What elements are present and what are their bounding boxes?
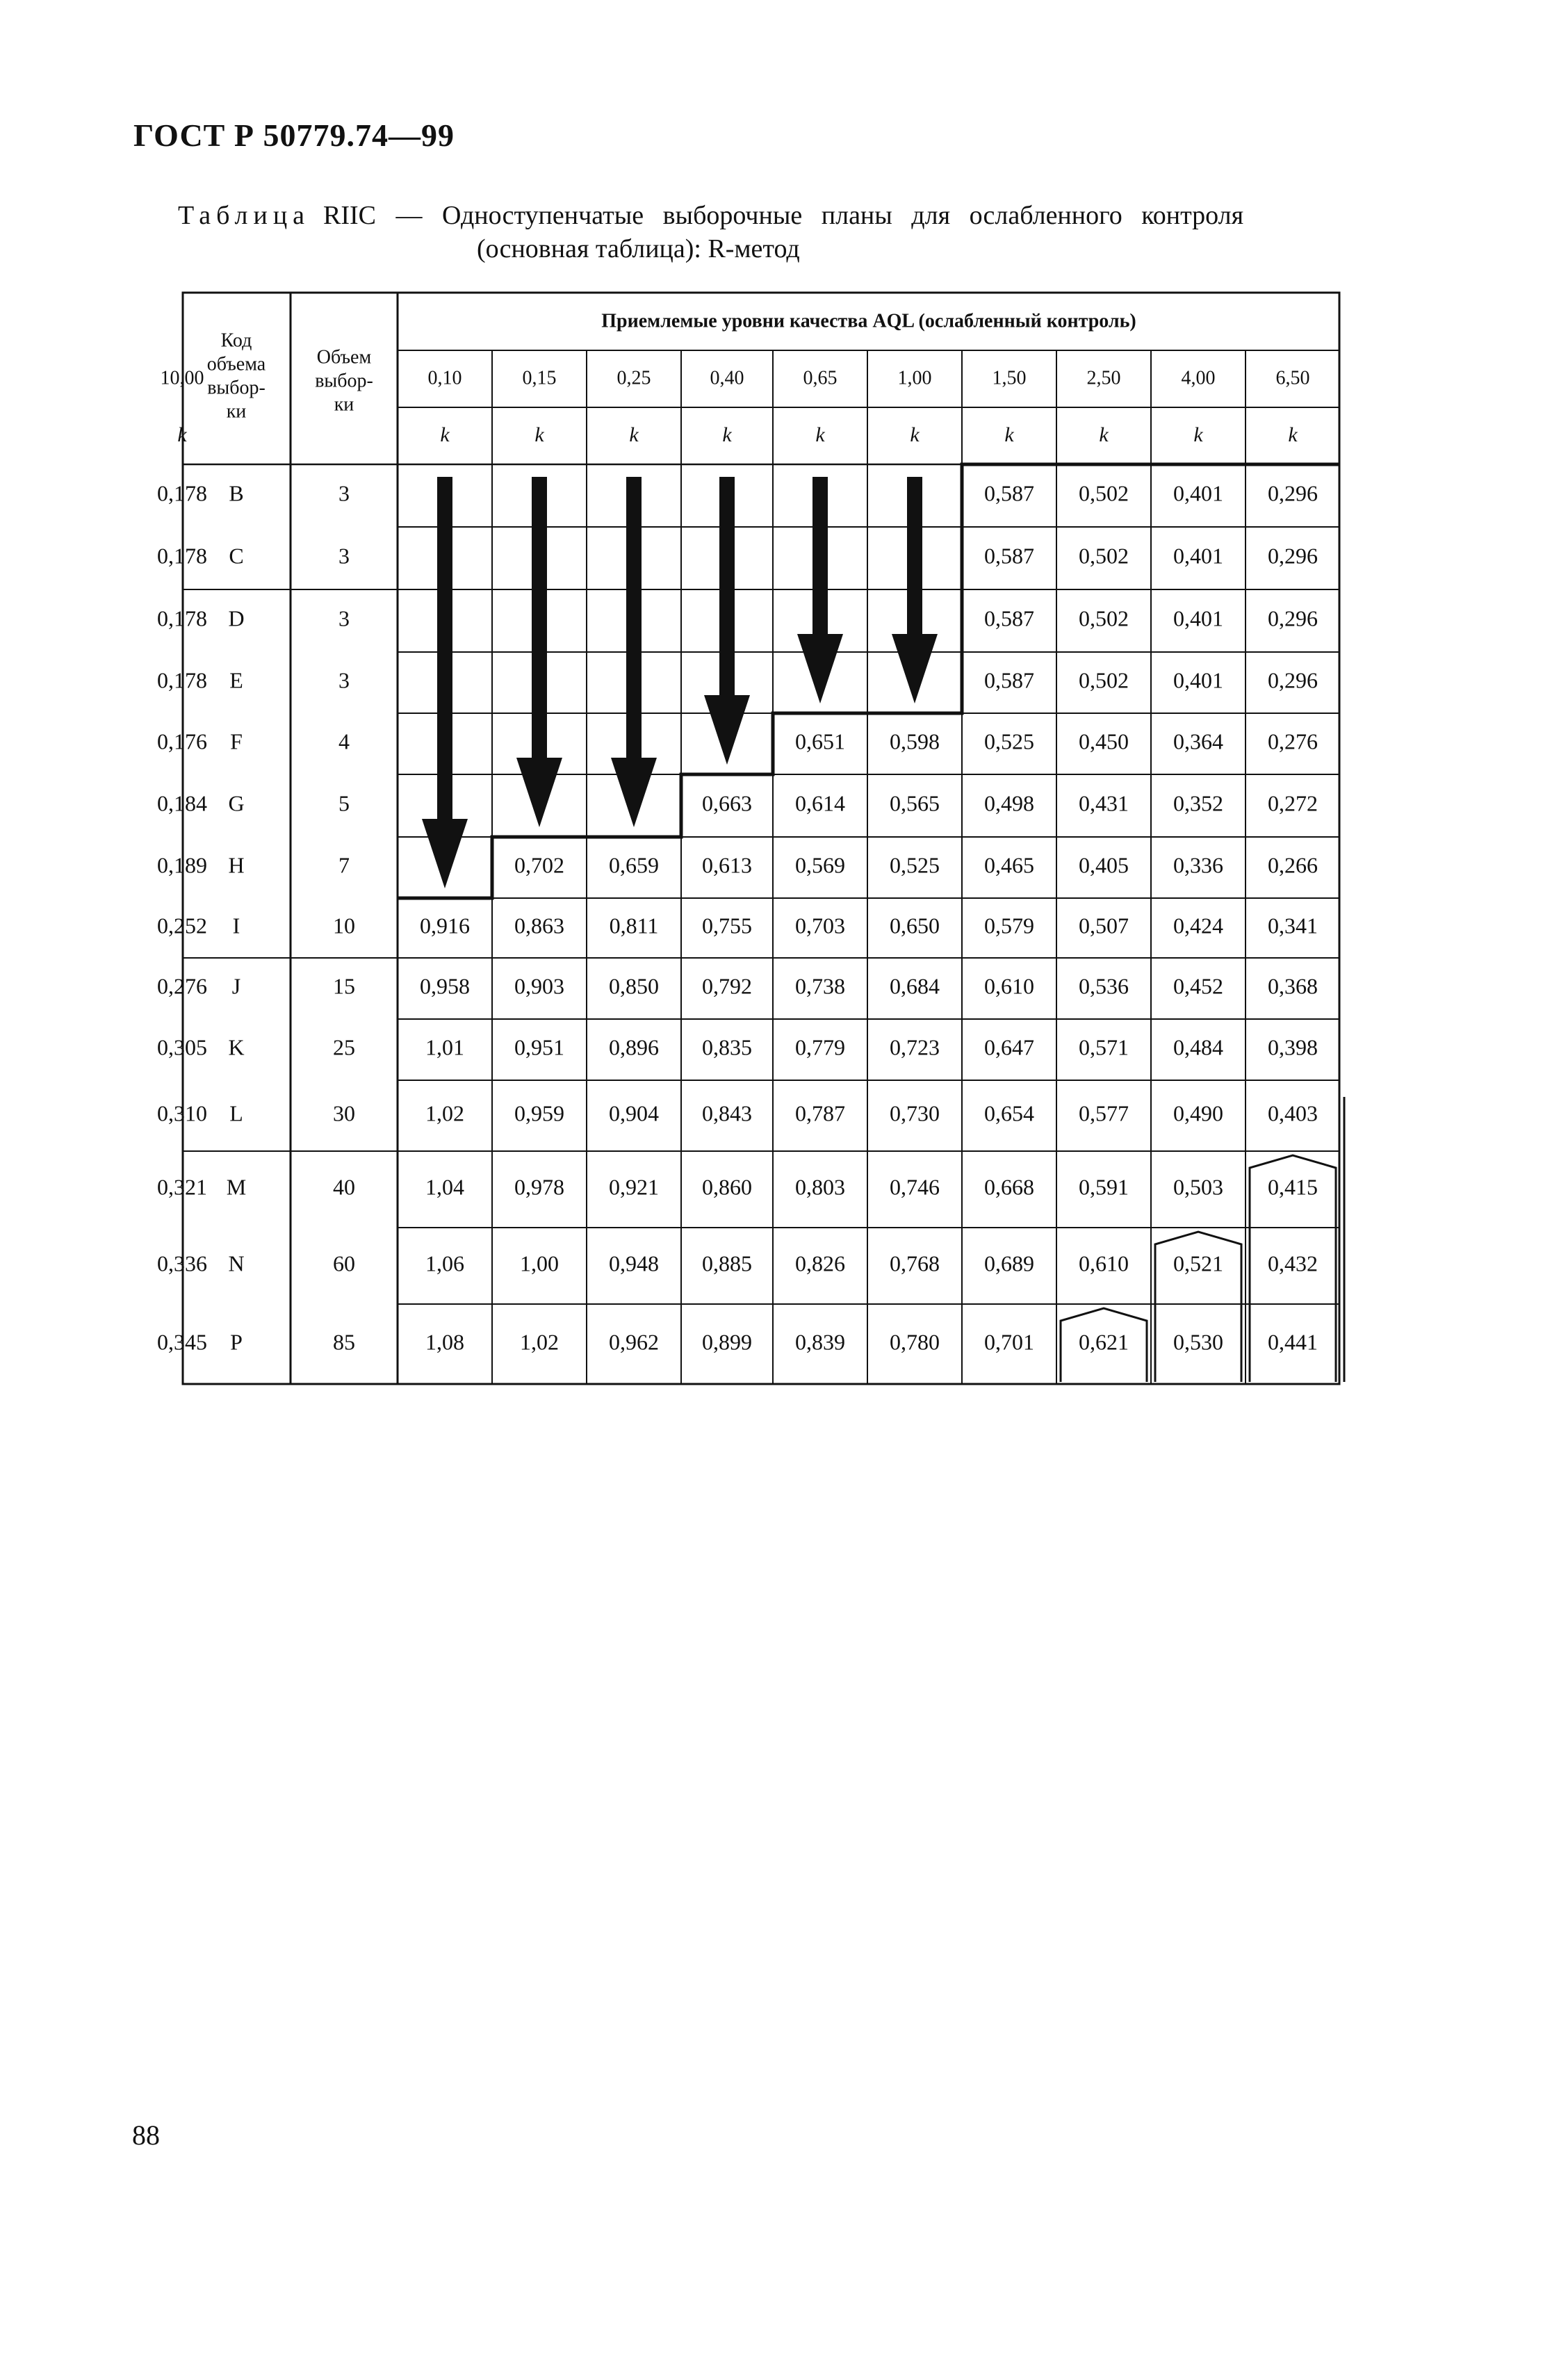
k-value-cell: 0,465 <box>984 852 1034 878</box>
k-symbol-header: k <box>1099 423 1109 446</box>
aql-level-1-00: 1,00 <box>897 367 932 389</box>
k-value-cell: 0,296 <box>1268 543 1318 569</box>
k-value-cell: 0,614 <box>795 790 845 816</box>
k-value-cell: 0,310 <box>157 1100 207 1126</box>
k-value-cell: 0,405 <box>1079 852 1129 878</box>
k-value-cell: 0,431 <box>1079 790 1129 816</box>
k-value-cell: 0,401 <box>1173 667 1223 693</box>
sample-size: 30 <box>333 1100 355 1126</box>
k-value-cell: 0,916 <box>420 913 470 938</box>
k-value-cell: 0,502 <box>1079 480 1129 506</box>
sample-size: 85 <box>333 1329 355 1355</box>
k-value-cell: 0,502 <box>1079 605 1129 631</box>
k-value-cell: 0,723 <box>890 1034 940 1060</box>
k-value-cell: 0,569 <box>795 852 845 878</box>
k-value-cell: 0,587 <box>984 667 1034 693</box>
k-value-cell: 0,272 <box>1268 790 1318 816</box>
sample-size: 3 <box>338 543 350 569</box>
sample-size: 4 <box>338 728 350 754</box>
k-value-cell: 0,341 <box>1268 913 1318 938</box>
k-value-cell: 0,178 <box>157 667 207 693</box>
k-value-cell: 0,305 <box>157 1034 207 1060</box>
k-symbol-header: k <box>440 423 450 446</box>
k-value-cell: 0,951 <box>514 1034 564 1060</box>
k-value-cell: 0,787 <box>795 1100 845 1126</box>
sample-size-code: N <box>228 1251 245 1276</box>
k-value-cell: 0,502 <box>1079 667 1129 693</box>
col-size-header: Объем <box>316 346 372 368</box>
k-value-cell: 0,663 <box>702 790 752 816</box>
arrow-down-icon <box>422 819 468 888</box>
arrow-down-icon <box>907 477 922 634</box>
k-symbol-header: k <box>1004 423 1014 446</box>
aql-level-4-00: 4,00 <box>1181 367 1216 389</box>
k-value-cell: 0,650 <box>890 913 940 938</box>
k-value-cell: 0,730 <box>890 1100 940 1126</box>
k-value-cell: 0,184 <box>157 790 207 816</box>
sample-size-code: K <box>228 1034 245 1060</box>
k-symbol-header: k <box>1193 423 1203 446</box>
k-value-cell: 0,525 <box>984 728 1034 754</box>
k-value-cell: 0,525 <box>890 852 940 878</box>
sample-size-code: D <box>228 605 245 631</box>
col-code-header: объема <box>206 353 266 375</box>
col-code-header: выбор- <box>207 377 266 399</box>
k-value-cell: 0,613 <box>702 852 752 878</box>
k-value-cell: 0,176 <box>157 728 207 754</box>
k-value-cell: 0,684 <box>890 973 940 999</box>
col-size-header: ки <box>334 393 354 416</box>
sample-size-code: B <box>229 480 244 506</box>
document-header: ГОСТ Р 50779.74—99 <box>133 117 455 153</box>
sample-size-code: I <box>232 913 240 938</box>
k-value-cell: 0,835 <box>702 1034 752 1060</box>
arrow-down-icon <box>626 477 642 758</box>
k-value-cell: 0,345 <box>157 1329 207 1355</box>
sample-size-code: E <box>229 667 243 693</box>
sample-size: 3 <box>338 480 350 506</box>
sample-size-code: G <box>228 790 245 816</box>
k-value-cell: 0,401 <box>1173 605 1223 631</box>
k-value-cell: 0,621 <box>1079 1329 1129 1355</box>
aql-level-0-15: 0,15 <box>522 367 557 389</box>
table-border <box>183 293 1339 1384</box>
k-symbol-header: k <box>815 423 825 446</box>
k-value-cell: 0,826 <box>795 1251 845 1276</box>
k-value-cell: 0,904 <box>609 1100 659 1126</box>
aql-level-10-00: 10,00 <box>160 367 204 389</box>
k-value-cell: 0,978 <box>514 1174 564 1200</box>
k-value-cell: 0,336 <box>1173 852 1223 878</box>
sample-size-code: M <box>226 1174 247 1200</box>
k-value-cell: 0,647 <box>984 1034 1034 1060</box>
sampling-plans-table-svg <box>157 292 1450 1414</box>
k-value-cell: 1,02 <box>520 1329 559 1355</box>
arrow-down-icon <box>516 758 562 827</box>
k-value-cell: 0,962 <box>609 1329 659 1355</box>
aql-header: Приемлемые уровни качества AQL (ослабленный контроль) <box>601 310 1136 332</box>
aql-level-0-40: 0,40 <box>710 367 744 389</box>
k-value-cell: 0,598 <box>890 728 940 754</box>
k-value-cell: 0,536 <box>1079 973 1129 999</box>
sample-size: 3 <box>338 667 350 693</box>
col-code-header: Код <box>220 329 252 352</box>
k-value-cell: 0,659 <box>609 852 659 878</box>
k-symbol-header: k <box>177 423 187 446</box>
k-value-cell: 0,178 <box>157 543 207 569</box>
k-value-cell: 0,276 <box>1268 728 1318 754</box>
arrow-down-icon <box>812 477 828 634</box>
k-value-cell: 0,896 <box>609 1034 659 1060</box>
k-value-cell: 0,364 <box>1173 728 1223 754</box>
k-value-cell: 0,863 <box>514 913 564 938</box>
k-value-cell: 0,502 <box>1079 543 1129 569</box>
k-value-cell: 1,08 <box>425 1329 464 1355</box>
aql-level-1-50: 1,50 <box>992 367 1027 389</box>
sample-size: 10 <box>333 913 355 938</box>
k-value-cell: 0,755 <box>702 913 752 938</box>
k-value-cell: 1,01 <box>425 1034 464 1060</box>
k-value-cell: 0,899 <box>702 1329 752 1355</box>
k-value-cell: 0,587 <box>984 543 1034 569</box>
sample-size-code: J <box>231 973 241 999</box>
sample-size: 25 <box>333 1034 355 1060</box>
arrow-down-icon <box>532 477 547 758</box>
sample-size-code: C <box>229 543 244 569</box>
k-value-cell: 0,296 <box>1268 667 1318 693</box>
sample-size-code: H <box>228 852 245 878</box>
k-value-cell: 0,610 <box>984 973 1034 999</box>
col-size-header: выбор- <box>315 370 373 392</box>
k-value-cell: 0,321 <box>157 1174 207 1200</box>
k-value-cell: 0,651 <box>795 728 845 754</box>
k-symbol-header: k <box>910 423 920 446</box>
k-value-cell: 1,04 <box>425 1174 464 1200</box>
k-value-cell: 0,779 <box>795 1034 845 1060</box>
k-value-cell: 0,811 <box>609 913 659 938</box>
k-value-cell: 0,738 <box>795 973 845 999</box>
k-value-cell: 0,521 <box>1173 1251 1223 1276</box>
sample-size: 60 <box>333 1251 355 1276</box>
k-value-cell: 0,885 <box>702 1251 752 1276</box>
k-symbol-header: k <box>1288 423 1298 446</box>
k-value-cell: 0,703 <box>795 913 845 938</box>
k-value-cell: 0,921 <box>609 1174 659 1200</box>
k-value-cell: 0,689 <box>984 1251 1034 1276</box>
k-value-cell: 0,368 <box>1268 973 1318 999</box>
k-value-cell: 0,398 <box>1268 1034 1318 1060</box>
k-value-cell: 0,860 <box>702 1174 752 1200</box>
k-value-cell: 0,948 <box>609 1251 659 1276</box>
aql-level-2-50: 2,50 <box>1086 367 1121 389</box>
k-value-cell: 0,336 <box>157 1251 207 1276</box>
k-symbol-header: k <box>629 423 639 446</box>
k-value-cell: 0,958 <box>420 973 470 999</box>
k-value-cell: 0,792 <box>702 973 752 999</box>
sample-size: 5 <box>338 790 350 816</box>
arrow-down-icon <box>797 634 843 703</box>
caption-id: RIIC <box>323 201 377 230</box>
k-value-cell: 1,02 <box>425 1100 464 1126</box>
aql-level-6-50: 6,50 <box>1275 367 1310 389</box>
k-value-cell: 1,06 <box>425 1251 464 1276</box>
k-value-cell: 0,571 <box>1079 1034 1129 1060</box>
page-number: 88 <box>132 2119 160 2151</box>
k-value-cell: 0,498 <box>984 790 1034 816</box>
k-value-cell: 0,668 <box>984 1174 1034 1200</box>
k-value-cell: 0,296 <box>1268 480 1318 506</box>
k-value-cell: 0,530 <box>1173 1329 1223 1355</box>
sample-size: 15 <box>333 973 355 999</box>
sampling-plans-table <box>157 292 1450 1414</box>
caption-text-line2: (основная таблица): R-метод <box>477 234 800 263</box>
k-value-cell: 0,441 <box>1268 1329 1318 1355</box>
k-value-cell: 0,702 <box>514 852 564 878</box>
k-value-cell: 0,579 <box>984 913 1034 938</box>
sample-size-code: F <box>230 728 243 754</box>
arrow-down-icon <box>704 695 750 765</box>
aql-level-0-25: 0,25 <box>616 367 651 389</box>
k-value-cell: 0,452 <box>1173 973 1223 999</box>
caption-text-line1: Одноступенчатые выборочные планы для ослабленного контроля <box>442 201 1244 230</box>
k-value-cell: 0,780 <box>890 1329 940 1355</box>
k-value-cell: 0,591 <box>1079 1174 1129 1200</box>
sample-size-code: P <box>230 1329 243 1355</box>
k-value-cell: 0,850 <box>609 973 659 999</box>
k-value-cell: 0,587 <box>984 480 1034 506</box>
arrow-down-icon <box>611 758 657 827</box>
k-value-cell: 1,00 <box>520 1251 559 1276</box>
k-value-cell: 0,565 <box>890 790 940 816</box>
k-value-cell: 0,276 <box>157 973 207 999</box>
k-value-cell: 0,610 <box>1079 1251 1129 1276</box>
caption-dash: — <box>395 201 423 230</box>
k-value-cell: 0,178 <box>157 605 207 631</box>
k-value-cell: 0,484 <box>1173 1034 1223 1060</box>
sample-size: 7 <box>338 852 350 878</box>
caption-label: Таблица <box>178 201 311 230</box>
aql-level-0-65: 0,65 <box>803 367 838 389</box>
k-value-cell: 0,352 <box>1173 790 1223 816</box>
k-value-cell: 0,503 <box>1173 1174 1223 1200</box>
k-value-cell: 0,450 <box>1079 728 1129 754</box>
k-value-cell: 0,424 <box>1173 913 1223 938</box>
k-value-cell: 0,746 <box>890 1174 940 1200</box>
col-code-header: ки <box>226 400 247 423</box>
k-value-cell: 0,843 <box>702 1100 752 1126</box>
k-value-cell: 0,839 <box>795 1329 845 1355</box>
k-value-cell: 0,189 <box>157 852 207 878</box>
k-value-cell: 0,903 <box>514 973 564 999</box>
aql-level-0-10: 0,10 <box>427 367 462 389</box>
arrow-down-icon <box>892 634 938 703</box>
k-value-cell: 0,768 <box>890 1251 940 1276</box>
k-value-cell: 0,507 <box>1079 913 1129 938</box>
k-value-cell: 0,654 <box>984 1100 1034 1126</box>
k-value-cell: 0,803 <box>795 1174 845 1200</box>
table-caption <box>178 199 1401 266</box>
k-value-cell: 0,587 <box>984 605 1034 631</box>
k-value-cell: 0,401 <box>1173 543 1223 569</box>
sample-size: 3 <box>338 605 350 631</box>
k-value-cell: 0,701 <box>984 1329 1034 1355</box>
k-value-cell: 0,577 <box>1079 1100 1129 1126</box>
k-value-cell: 0,959 <box>514 1100 564 1126</box>
k-value-cell: 0,296 <box>1268 605 1318 631</box>
k-symbol-header: k <box>534 423 544 446</box>
k-value-cell: 0,415 <box>1268 1174 1318 1200</box>
k-value-cell: 0,252 <box>157 913 207 938</box>
sample-size: 40 <box>333 1174 355 1200</box>
k-value-cell: 0,403 <box>1268 1100 1318 1126</box>
k-value-cell: 0,266 <box>1268 852 1318 878</box>
arrow-down-icon <box>719 477 735 695</box>
k-value-cell: 0,490 <box>1173 1100 1223 1126</box>
sample-size-code: L <box>229 1100 243 1126</box>
arrow-down-icon <box>437 477 452 819</box>
k-value-cell: 0,178 <box>157 480 207 506</box>
k-symbol-header: k <box>722 423 732 446</box>
k-value-cell: 0,401 <box>1173 480 1223 506</box>
k-value-cell: 0,432 <box>1268 1251 1318 1276</box>
